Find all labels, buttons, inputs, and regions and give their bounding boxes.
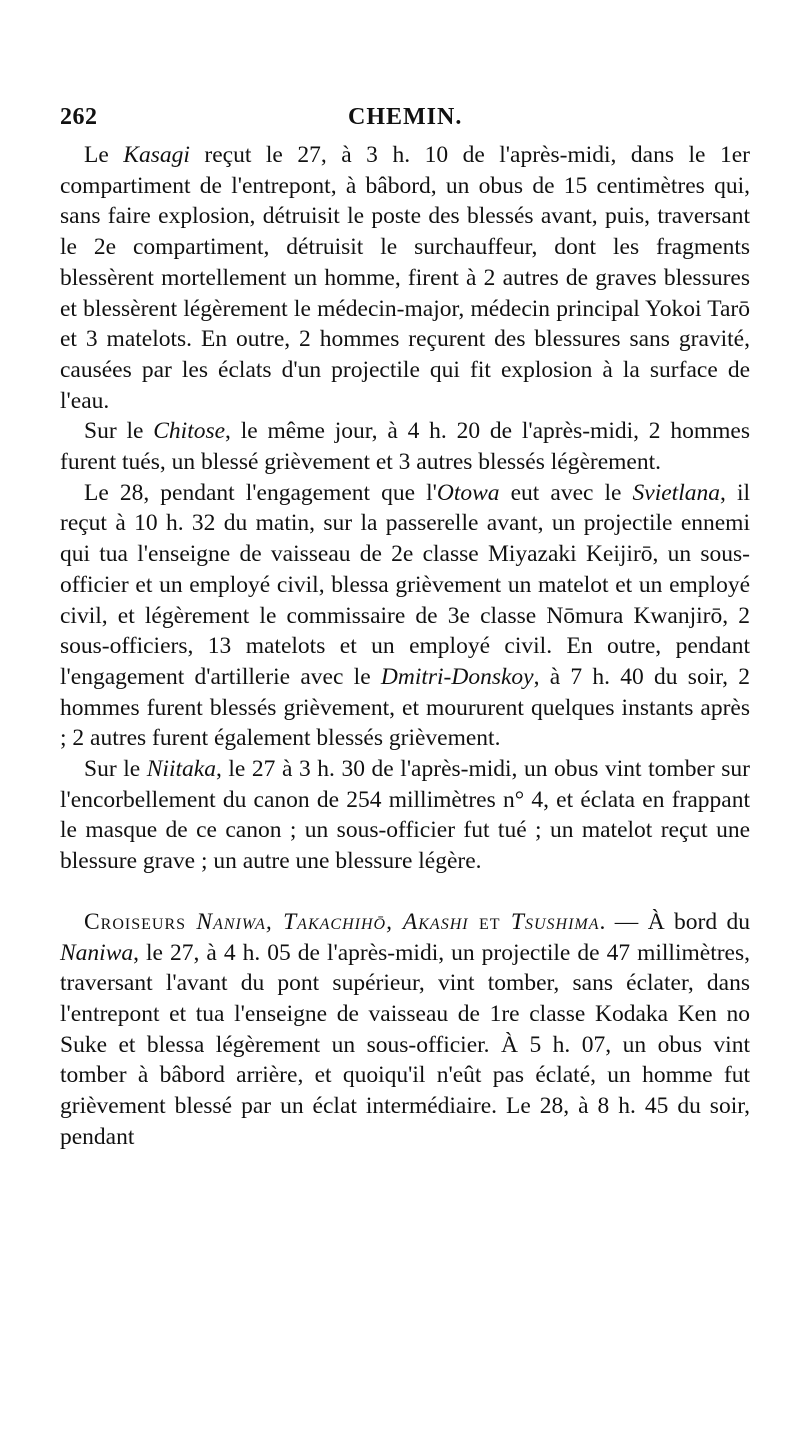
- section-heading-ships: Naniwa, Takachihō, Akashi: [196, 908, 469, 935]
- paragraph-chitose: Sur le Chitose, le même jour, à 4 h. 20 de l'après-midi, 2 hommes furent tués, un blessé grièvement et 3 autres blessés légèrement.: [60, 418, 751, 476]
- paragraph-cruisers-section: Croiseurs Naniwa, Takachihō, Akashi et Tsushima. — À bord du Naniwa, le 27, à 4 h. 05 de l'après-midi, un projectile de 47 millimètres, traversant l'avant du pont supérieur, vint tomber, sans éclater, dans l'entrepont et tua l'enseigne de vaisseau de 1re classe Kodaka Ken no Suke et blessa légèrement un sous-officier. À 5 h. 07, un obus vint tomber à bâbord arrière, et quoiqu'il n'eût pas éclaté, un homme fut grièvement blessé par un éclat intermédiaire. Le 28, à 8 h. 45 du soir, pendant: [60, 908, 751, 1150]
- page-number: 262: [60, 104, 98, 130]
- page-header: [60, 104, 750, 138]
- running-title: CHEMIN.: [348, 104, 463, 130]
- section-heading: Croiseurs: [84, 908, 197, 935]
- paragraph-otowa: Le 28, pendant l'engagement que l'Otowa eut avec le Svietlana, il reçut à 10 h. 32 du matin, sur la passerelle avant, un projectile ennemi qui tua l'enseigne de vaisseau de 2e classe Miyazaki Keijirō, un sous-officier et un employé civil, blessa grièvement un matelot et un employé civil, et légèrement le commissaire de 3e classe Nōmura Kwanjirō, 2 sous-officiers, 13 matelots et un employé civil. En outre, pendant l'engagement d'artillerie avec le Dmitri-Donskoy, à 7 h. 40 du soir, 2 hommes furent blessés grièvement, et moururent quelques instants après ; 2 autres furent également blessés grièvement.: [60, 479, 750, 752]
- ship-name: Kasagi: [123, 142, 190, 168]
- paragraph-kasagi: Le Kasagi reçut le 27, à 3 h. 10 de l'après-midi, dans le 1er compartiment de l'entrepont, à bâbord, un obus de 15 centimètres qui, sans faire explosion, détruisit le poste des blessés avant, puis, traversant le 2e compartiment, détruisit le surchauffeur, dont les fragments blessèrent mortellement un homme, firent à 2 autres de graves blessures et blessèrent légèrement le médecin-major, médecin principal Yokoi Tarō et 3 matelots. En outre, 2 hommes reçurent des blessures sans gravité, causées par les éclats d'un projectile qui fit explosion à la surface de l'eau.: [60, 142, 750, 414]
- ship-name: Naniwa: [60, 939, 134, 966]
- body-text: [60, 140, 750, 1153]
- ship-name: Niitaka: [146, 756, 216, 783]
- section-heading-dash: . —: [599, 908, 648, 935]
- ship-name: Svietlana: [632, 479, 720, 506]
- paragraph-niitaka: Sur le Niitaka, le 27 à 3 h. 30 de l'après-midi, un obus vint tomber sur l'encorbellement du canon de 254 millimètres n° 4, et éclata en frappant le masque de ce canon ; un sous-officier fut tué ; un matelot reçut une blessure grave ; un autre une blessure légère.: [60, 756, 750, 875]
- ship-name: Dmitri-Donskoy: [380, 663, 534, 690]
- ship-name: Otowa: [436, 479, 500, 506]
- section-heading-ship: Tsushima: [510, 908, 600, 935]
- ship-name: Chitose: [153, 418, 226, 445]
- section-heading-conjunction: et: [468, 908, 511, 935]
